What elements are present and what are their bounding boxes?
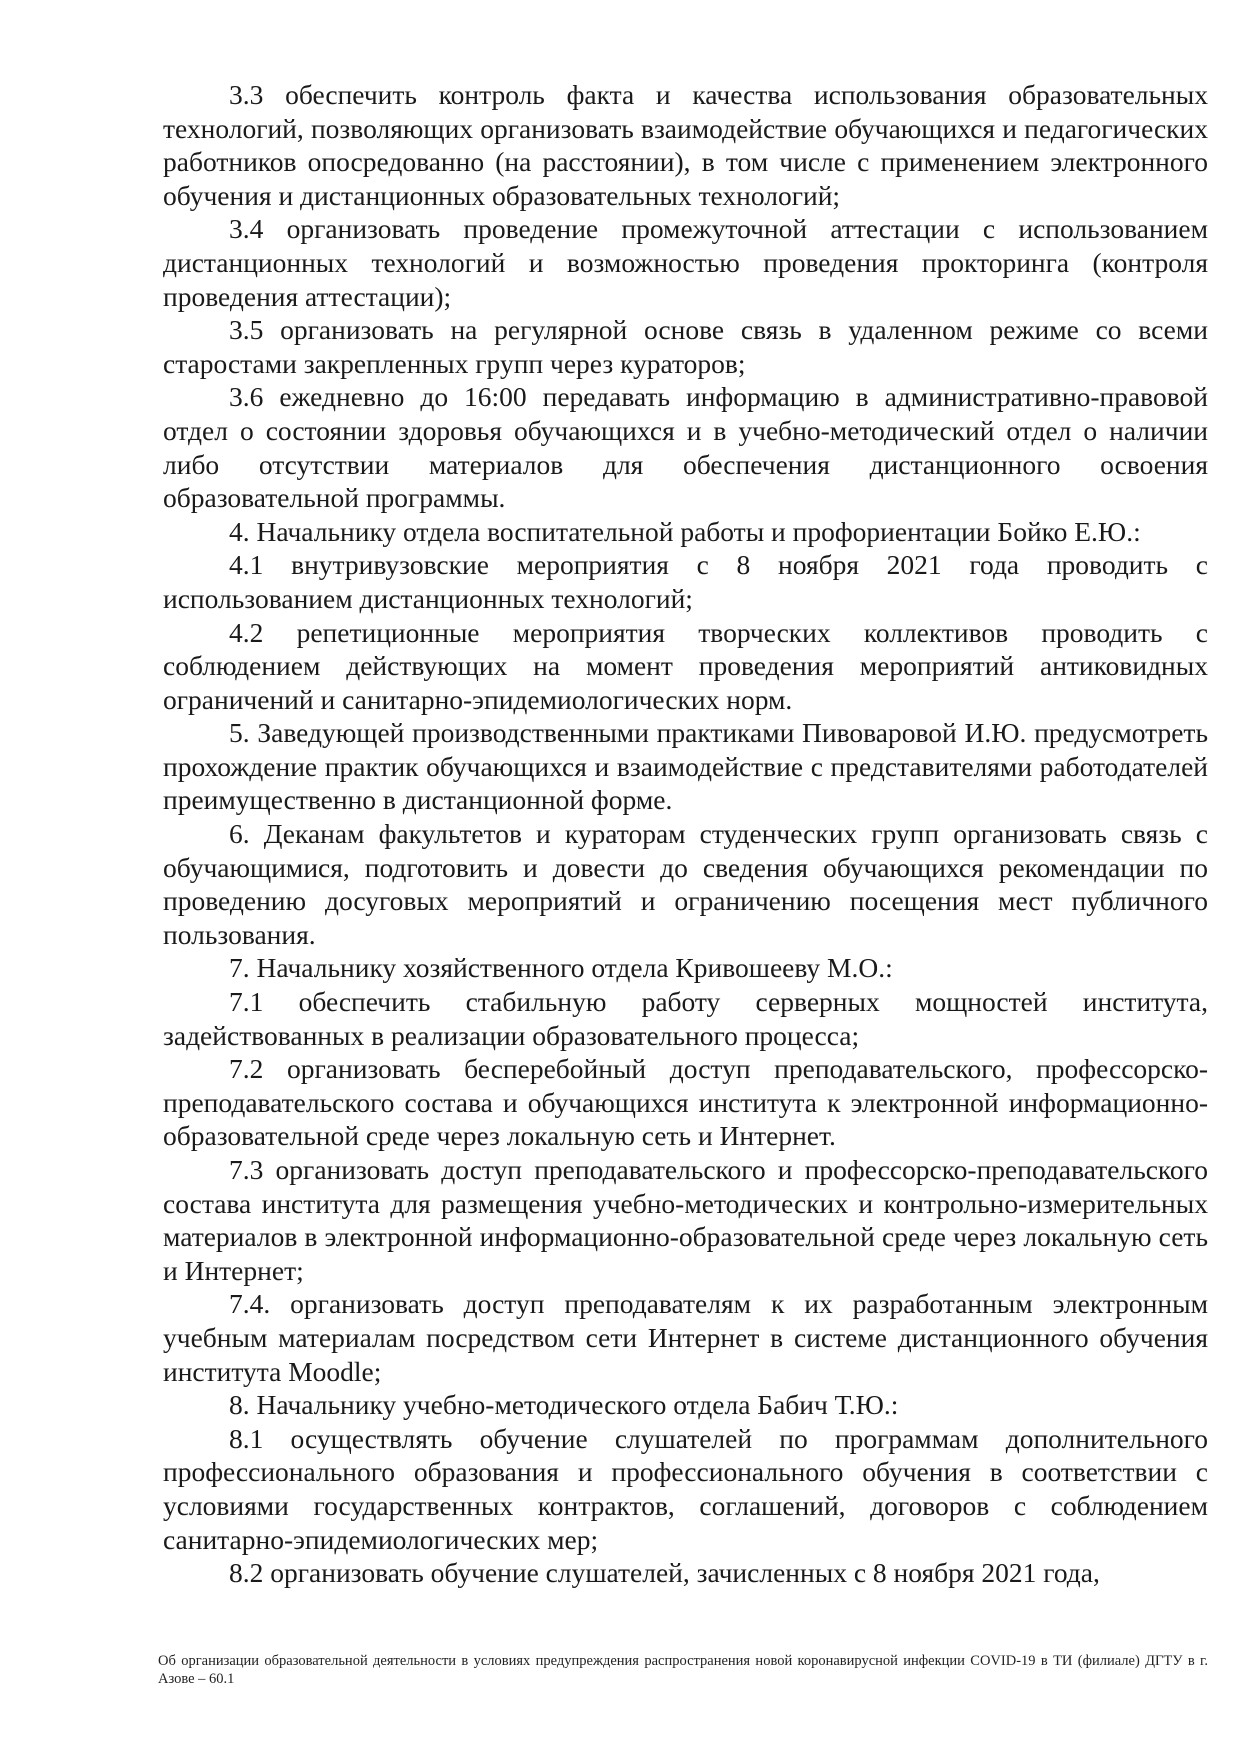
paragraph-6: 6. Деканам факультетов и кураторам студенческих групп организовать связь с обучающимися, подготовить и довести до сведения обучающихся рекомендации по проведению досуговых мероприятий и ограничению посещения мест публичного пользования.	[163, 818, 1208, 950]
paragraph-7: 7. Начальнику хозяйственного отдела Кривошееву М.О.:	[229, 952, 893, 984]
paragraph-3-3: 3.3 обеспечить контроль факта и качества использования образовательных технологий, позволяющих организовать взаимодействие обучающихся и педагогических работников опосредованно (на расстоянии), в том числе с применением электронного обучения и дистанционных образовательных технологий;	[163, 79, 1208, 211]
paragraph-8-1: 8.1 осуществлять обучение слушателей по программам дополнительного профессионального образования и профессионального обучения в соответствии с условиями государственных контрактов, соглашений, договоров с соблюдением санитарно-эпидемиологических мер;	[163, 1422, 1208, 1555]
document-footer: Об организации образовательной деятельности в условиях предупреждения распространения новой коронавирусной инфекции COVID-19 в ТИ (филиале) ДГТУ в г. Азове – 60.1	[158, 1653, 1208, 1687]
paragraph-7-4: 7.4. организовать доступ преподавателям к их разработанным электронным учебным материалам посредством сети Интернет в системе дистанционного обучения института Moodle;	[163, 1288, 1208, 1387]
paragraph-3-4: 3.4 организовать проведение промежуточной аттестации с использованием дистанционных технологий и возможностью проведения прокторинга (контроля проведения аттестации);	[163, 213, 1208, 312]
paragraph-7-1: 7.1 обеспечить стабильную работу серверных мощностей института, задействованных в реализации образовательного процесса;	[163, 986, 1208, 1051]
paragraph-4-1: 4.1 внутривузовские мероприятия с 8 ноября 2021 года проводить с использованием дистанционных технологий;	[163, 549, 1208, 614]
paragraph-4-2: 4.2 репетиционные мероприятия творческих коллективов проводить с соблюдением действующих на момент проведения мероприятий антиковидных ограничений и санитарно-эпидемиологических норм.	[163, 616, 1208, 715]
paragraph-4: 4. Начальнику отдела воспитательной работы и профориентации Бойко Е.Ю.:	[229, 515, 1141, 547]
paragraph-8: 8. Начальнику учебно-методического отдела Бабич Т.Ю.:	[229, 1389, 899, 1421]
paragraph-8-2: 8.2 организовать обучение слушателей, зачисленных с 8 ноября 2021 года,	[229, 1557, 1100, 1589]
paragraph-7-2: 7.2 организовать бесперебойный доступ преподавательского, профессорско-преподавательского состава и обучающихся института к электронной информационно-образовательной среде через локальную сеть и Интернет.	[163, 1053, 1208, 1152]
paragraph-3-6: 3.6 ежедневно до 16:00 передавать информацию в административно-правовой отдел о состоянии здоровья обучающихся и в учебно-методический отдел о наличии либо отсутствии материалов для обеспечения дистанционного освоения образовательной программы.	[163, 381, 1208, 514]
paragraph-5: 5. Заведующей производственными практиками Пивоваровой И.Ю. предусмотреть прохождение практик обучающихся и взаимодействие с представителями работодателей преимущественно в дистанционной форме.	[163, 717, 1208, 816]
paragraph-3-5: 3.5 организовать на регулярной основе связь в удаленном режиме со всеми старостами закрепленных групп через кураторов;	[163, 314, 1208, 379]
document-body	[163, 78, 1208, 1590]
paragraph-7-3: 7.3 организовать доступ преподавательского и профессорско-преподавательского состава института для размещения учебно-методических и контрольно-измерительных материалов в электронной информационно-образовательной среде через локальную сеть и Интернет;	[163, 1154, 1208, 1286]
